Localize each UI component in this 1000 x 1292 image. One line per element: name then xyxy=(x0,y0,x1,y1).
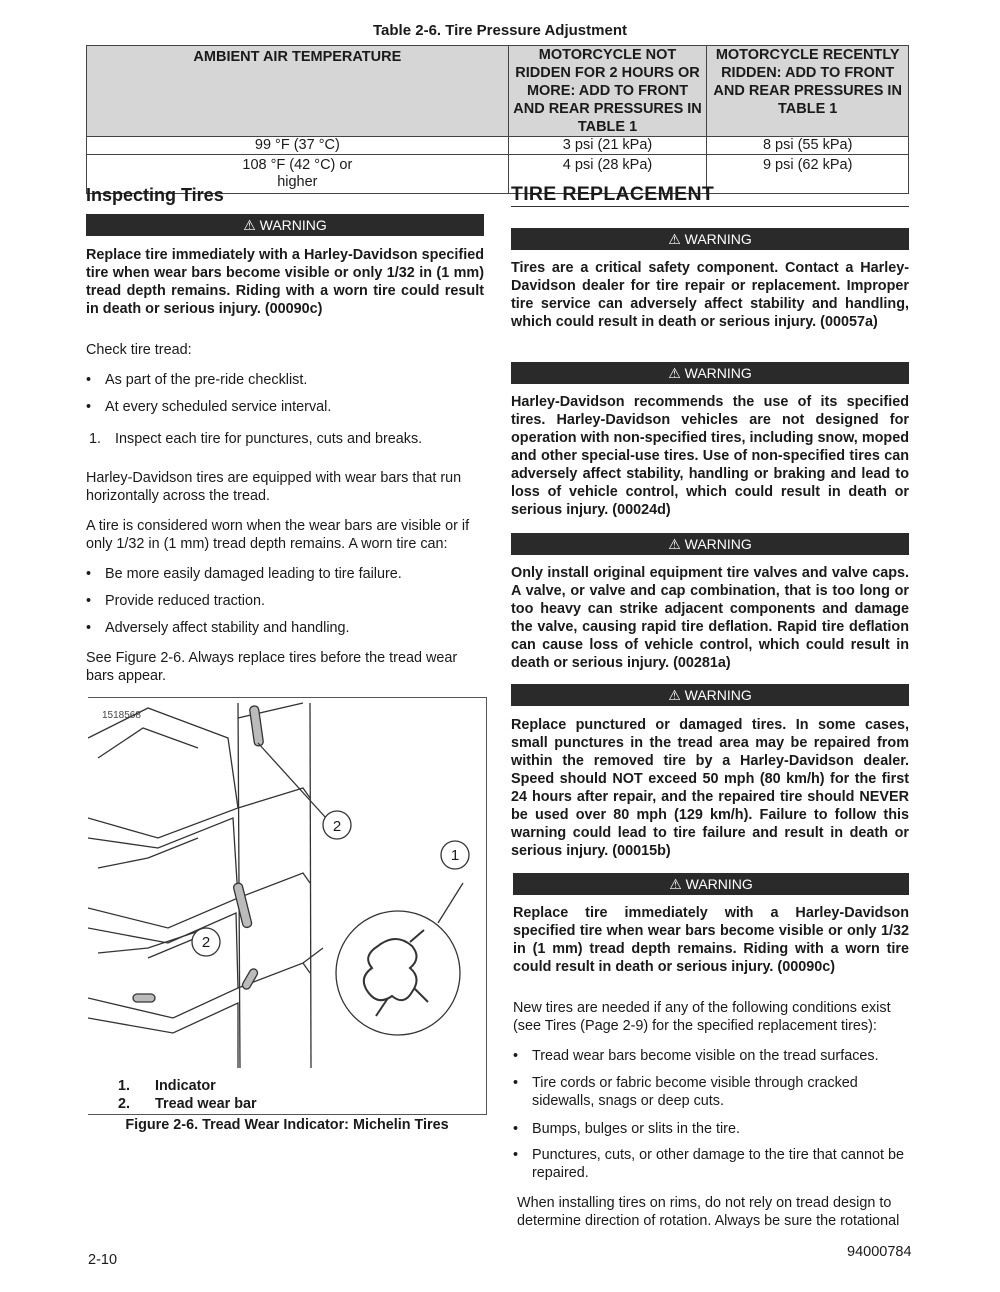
table-title: Table 2-6. Tire Pressure Adjustment xyxy=(373,22,627,39)
legend-item: 2. Tread wear bar xyxy=(118,1096,257,1112)
warning-banner: ⚠ WARNING xyxy=(511,362,909,384)
legend-item: 1. Indicator xyxy=(118,1078,216,1094)
warning-text: Only install original equipment tire valves and valve caps. A valve, or valve and cap combination, that is too long or too heavy can strike adjacent components and damage the valve, causing rapid tire deflation. Rapid tire deflation can cause loss of vehicle control, which could result in death or serious injury. (00281a) xyxy=(511,565,909,671)
table-cell: 99 °F (37 °C) xyxy=(87,137,509,155)
section-heading-tire-replacement: TIRE REPLACEMENT xyxy=(511,183,715,205)
warning-text: Replace tire immediately with a Harley-Davidson specified tire when wear bars become visible or only 1/32 in (1 mm) tread depth remains. Riding with a worn tire could result in death or serious injury. (00090c) xyxy=(86,247,484,317)
check-intro: Check tire tread: xyxy=(86,342,192,358)
paragraph: A tire is considered worn when the wear bars are visible or if only 1/32 in (1 mm) tread depth remains. A worn tire can: xyxy=(86,518,470,552)
warning-text: Replace tire immediately with a Harley-Davidson specified tire when wear bars become visible or only 1/32 in (1 mm) tread depth remains. Riding with a worn tire could result in death or serious injury. (00090c) xyxy=(513,905,909,975)
table-cell: 3 psi (21 kPa) xyxy=(508,137,707,155)
paragraph: New tires are needed if any of the following conditions exist (see Tires (Page 2-9) for the specified replacement tires): xyxy=(513,1000,891,1034)
warning-text: Tires are a critical safety component. Contact a Harley-Davidson dealer for tire repair or replacement. Improper tire service can adversely affect stability and handling, which could result in death or serious injury. (00057a) xyxy=(511,260,909,330)
table-cell: 4 psi (28 kPa) xyxy=(508,155,707,194)
bullet-icon: • xyxy=(86,620,92,636)
bullet-icon: • xyxy=(513,1075,519,1091)
warning-banner: ⚠ WARNING xyxy=(86,214,484,236)
tire-pressure-table xyxy=(86,45,909,194)
section-heading-inspecting-tires: Inspecting Tires xyxy=(86,185,224,205)
table-header-not-ridden: MOTORCYCLE NOT RIDDEN FOR 2 HOURS OR MORE: ADD TO FRONT AND REAR PRESSURES IN TABLE 1 xyxy=(508,46,707,137)
callout-2: 2 xyxy=(332,818,342,835)
table-header-recently-ridden: MOTORCYCLE RECENTLY RIDDEN: ADD TO FRONT AND REAR PRESSURES IN TABLE 1 xyxy=(707,46,909,137)
table-cell: 9 psi (62 kPa) xyxy=(707,155,909,194)
table-cell: 108 °F (42 °C) or higher xyxy=(87,155,509,194)
bullet-icon: • xyxy=(513,1048,519,1064)
figure-legend xyxy=(118,1077,257,1113)
warning-text: Harley-Davidson recommends the use of its specified tires. Harley-Davidson vehicles are not designed for operation with non-specified tires, including snow, moped and other special-use tires. Use of non-specified tires can adversely affect stability, handling or braking and lead to loss of vehicle control, which could result in death or serious injury. (00024d) xyxy=(511,394,909,518)
warning-banner: ⚠ WARNING xyxy=(513,873,909,895)
table-cell: 8 psi (55 kPa) xyxy=(707,137,909,155)
warning-banner: ⚠ WARNING xyxy=(511,684,909,706)
page-number: 2-10 xyxy=(88,1252,118,1268)
warning-banner: ⚠ WARNING xyxy=(511,228,909,250)
document-number: 94000784 xyxy=(847,1244,912,1260)
callout-2: 2 xyxy=(201,934,211,951)
bullet-icon: • xyxy=(86,399,92,415)
figure-frame xyxy=(88,697,487,1115)
paragraph: When installing tires on rims, do not rely on tread design to determine direction of rotation. Always be sure the rotational xyxy=(517,1195,900,1229)
warning-banner: ⚠ WARNING xyxy=(511,533,909,555)
bullet-icon: • xyxy=(86,593,92,609)
paragraph: See Figure 2-6. Always replace tires before the tread wear bars appear. xyxy=(86,650,458,684)
tread-illustration xyxy=(88,698,486,1114)
figure-id: 1518568 xyxy=(102,710,141,721)
callout-1: 1 xyxy=(450,847,460,864)
bullet-icon: • xyxy=(513,1147,519,1163)
bullet-icon: • xyxy=(86,566,92,582)
paragraph: Harley-Davidson tires are equipped with wear bars that run horizontally across the tread. xyxy=(86,470,462,504)
figure-caption: Figure 2-6. Tread Wear Indicator: Michelin Tires xyxy=(125,1117,449,1133)
table-header-ambient: AMBIENT AIR TEMPERATURE xyxy=(87,46,509,137)
heading-rule xyxy=(511,206,909,207)
bullet-icon: • xyxy=(86,372,92,388)
bullet-icon: • xyxy=(513,1121,519,1137)
warning-text: Replace punctured or damaged tires. In some cases, small punctures in the tread area may be repaired from within the removed tire by a Harley-Davidson dealer. Speed should NOT exceed 50 mph (80 km/h) for the first 24 hours after repair, and the repaired tire should NEVER be used over 80 mph (129 km/h). Failure to follow this warning could lead to tire failure and result in death or serious injury. (00015b) xyxy=(511,717,909,859)
